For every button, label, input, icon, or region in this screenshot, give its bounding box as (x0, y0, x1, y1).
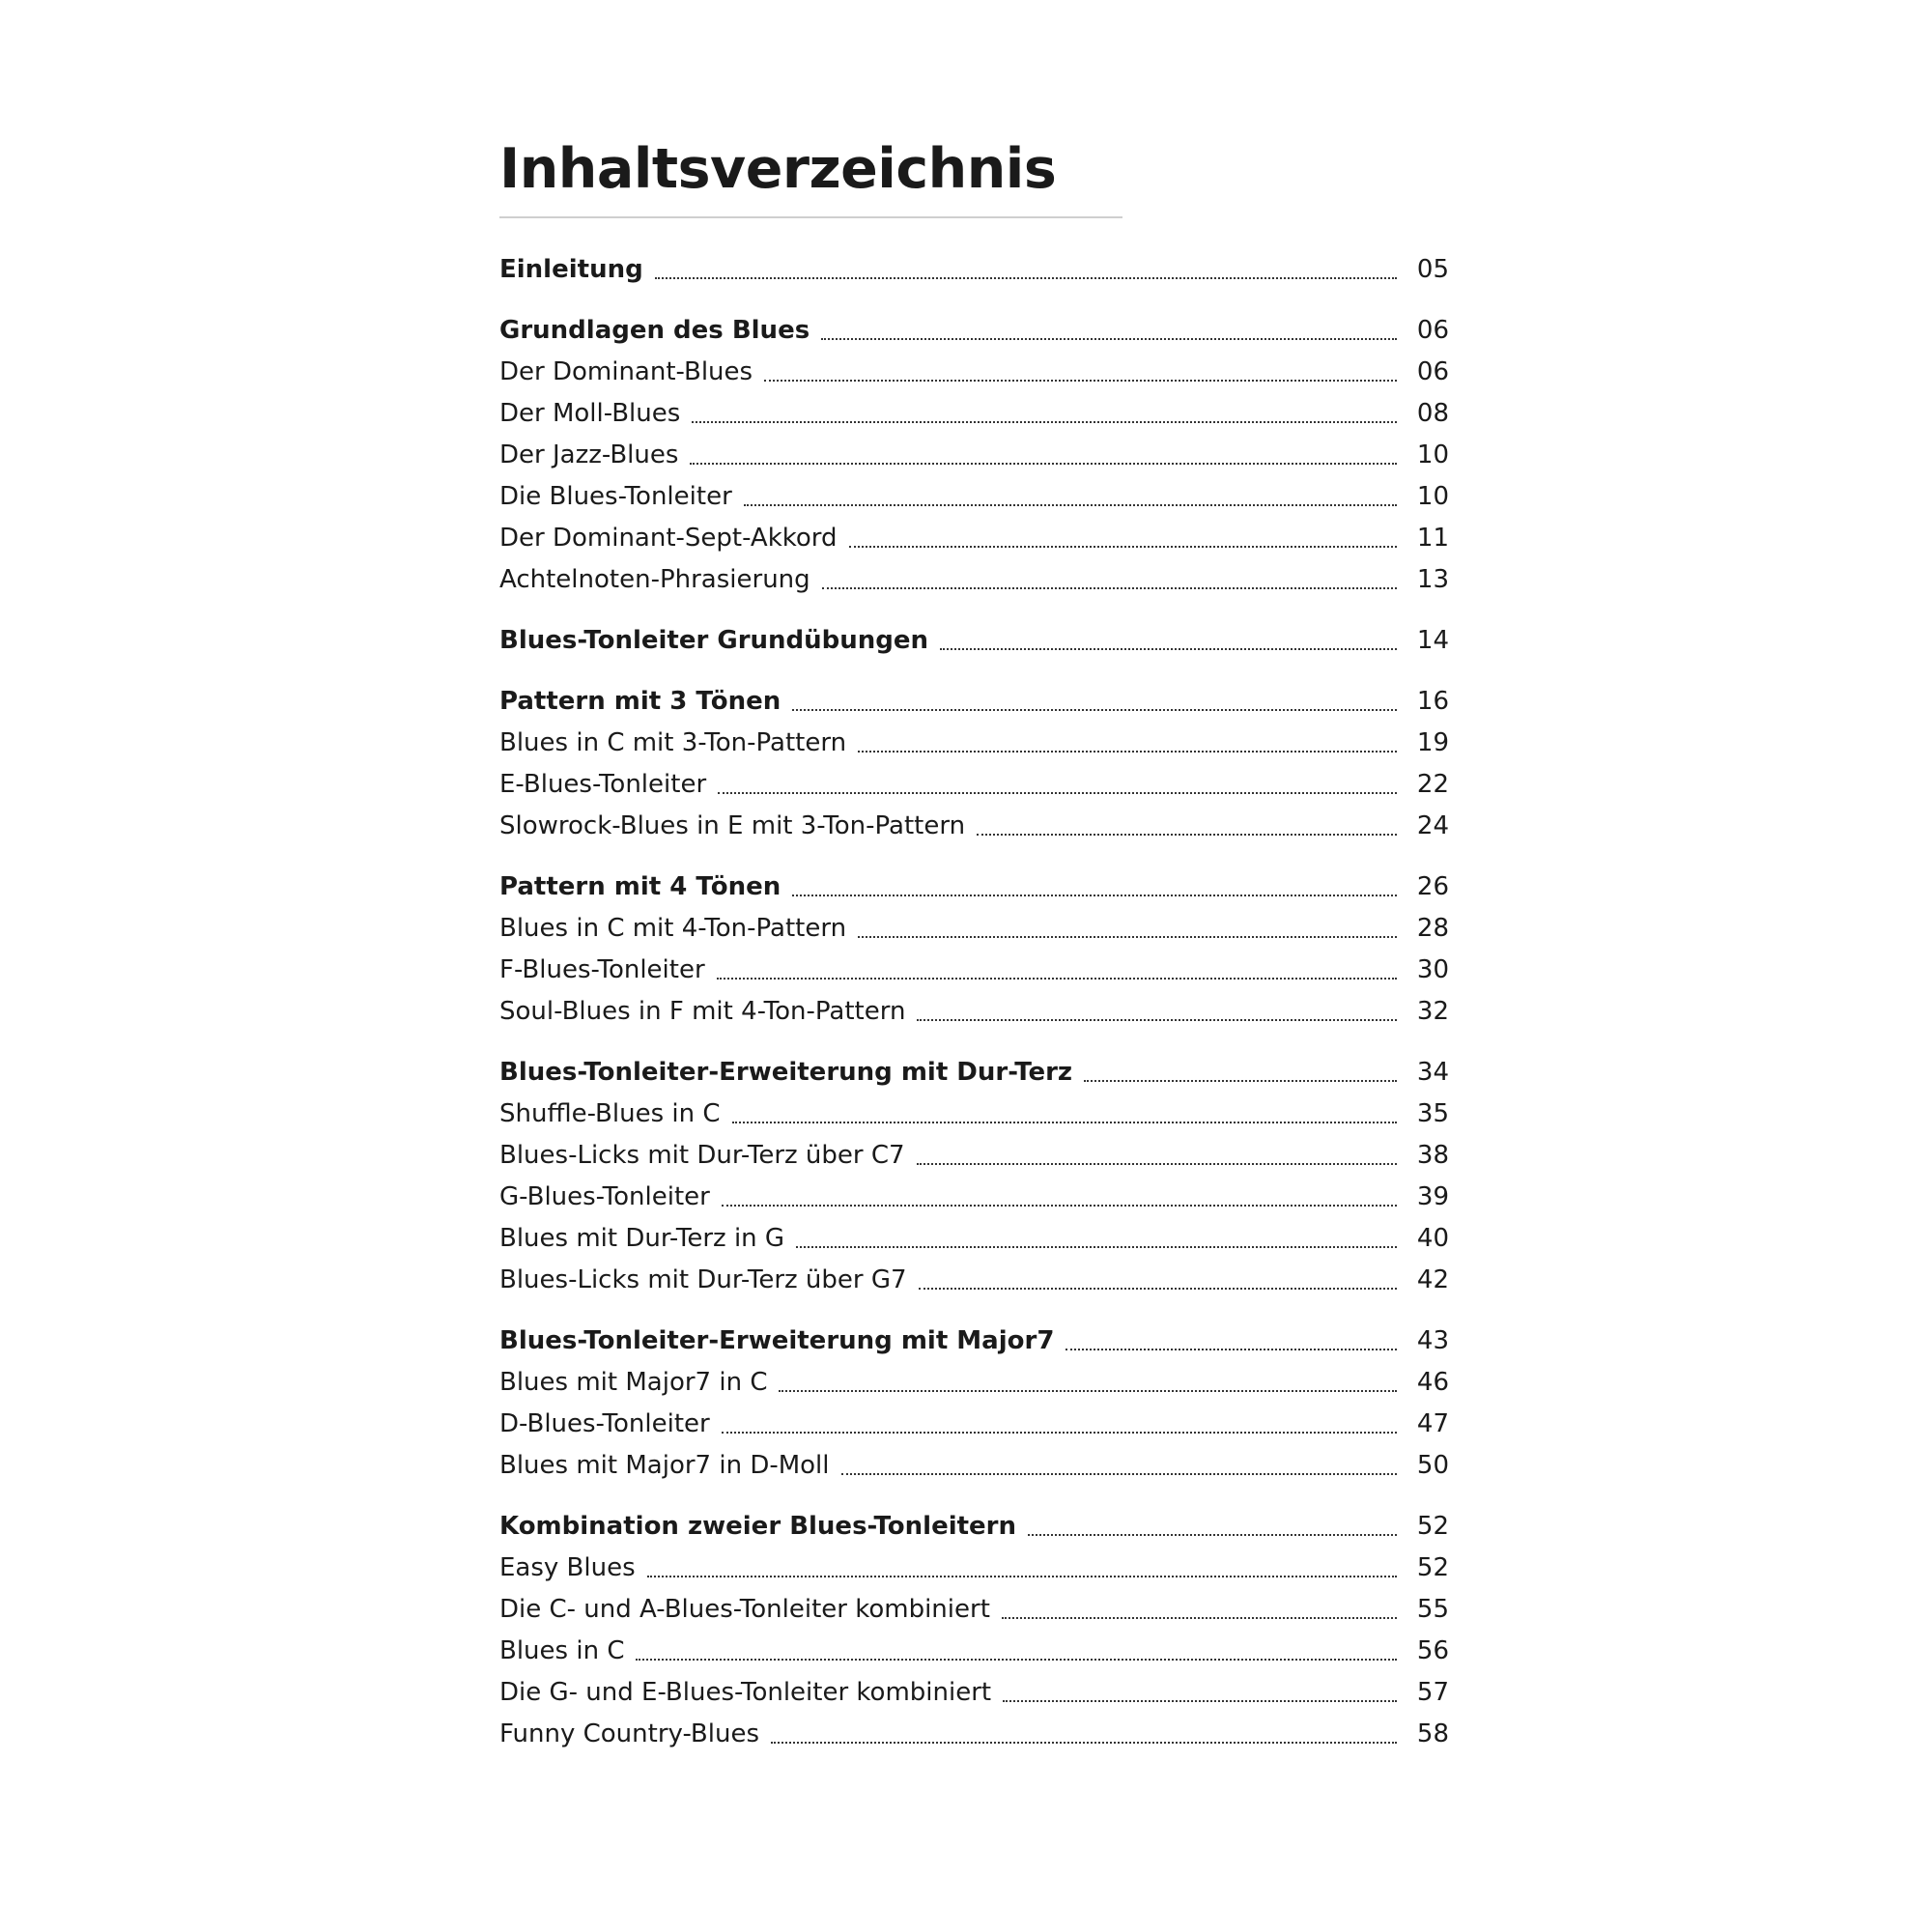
dot-leader (917, 1163, 1397, 1165)
entry-title: Der Moll-Blues (499, 399, 681, 428)
page-number: 50 (1416, 1451, 1449, 1480)
entry-title: Der Dominant-Blues (499, 357, 753, 386)
dot-leader (977, 834, 1397, 836)
table-of-contents (499, 249, 1449, 1775)
dot-leader (779, 1390, 1397, 1392)
dot-leader (841, 1473, 1397, 1475)
entry-title: Easy Blues (499, 1553, 636, 1582)
toc-section (499, 310, 1449, 601)
entry-title: Slowrock-Blues in E mit 3-Ton-Pattern (499, 811, 966, 840)
toc-section (499, 1321, 1449, 1487)
dot-leader (718, 792, 1397, 794)
toc-entry (499, 1589, 1449, 1631)
page-number: 06 (1416, 357, 1449, 386)
toc-section (499, 249, 1449, 291)
section-title: Einleitung (499, 255, 643, 284)
entry-title: F-Blues-Tonleiter (499, 955, 705, 984)
entry-title: Blues mit Major7 in C (499, 1368, 768, 1397)
dot-leader (849, 546, 1397, 548)
toc-entry (499, 991, 1449, 1033)
toc-entry (499, 1094, 1449, 1135)
page-number: 05 (1416, 255, 1449, 284)
toc-entry (499, 1445, 1449, 1487)
section-title: Blues-Tonleiter Grundübungen (499, 626, 929, 655)
entry-title: Blues in C mit 3-Ton-Pattern (499, 728, 847, 757)
page-number: 26 (1416, 872, 1449, 901)
section-title: Blues-Tonleiter-Erweiterung mit Dur-Terz (499, 1058, 1073, 1087)
toc-section (499, 620, 1449, 662)
dot-leader (792, 895, 1397, 896)
page-number: 06 (1416, 316, 1449, 345)
toc-entry (499, 764, 1449, 806)
dot-leader (792, 709, 1397, 711)
dot-leader (1065, 1349, 1397, 1350)
page-number: 30 (1416, 955, 1449, 984)
entry-title: Der Jazz-Blues (499, 440, 679, 469)
page-number: 40 (1416, 1224, 1449, 1253)
page-number: 19 (1416, 728, 1449, 757)
dot-leader (1084, 1080, 1397, 1082)
page-title: Inhaltsverzeichnis (499, 137, 1057, 201)
dot-leader (940, 648, 1397, 650)
toc-entry (499, 1260, 1449, 1301)
toc-entry (499, 1672, 1449, 1714)
toc-section-heading (499, 620, 1449, 662)
toc-entry (499, 1714, 1449, 1755)
title-divider (499, 216, 1122, 218)
page-number: 11 (1416, 524, 1449, 553)
toc-section-heading (499, 867, 1449, 908)
entry-title: Der Dominant-Sept-Akkord (499, 524, 838, 553)
dot-leader (822, 587, 1397, 589)
dot-leader (919, 1288, 1397, 1290)
dot-leader (690, 463, 1397, 465)
page-number: 56 (1416, 1636, 1449, 1665)
section-title: Blues-Tonleiter-Erweiterung mit Major7 (499, 1326, 1055, 1355)
dot-leader (917, 1019, 1397, 1021)
dot-leader (655, 277, 1397, 279)
page-number: 13 (1416, 565, 1449, 594)
dot-leader (821, 338, 1397, 340)
page-number: 38 (1416, 1141, 1449, 1170)
page-number: 28 (1416, 914, 1449, 943)
toc-page (499, 135, 1449, 1748)
entry-title: Die Blues-Tonleiter (499, 482, 732, 511)
toc-section (499, 1052, 1449, 1301)
toc-section-heading (499, 681, 1449, 723)
entry-title: Blues in C (499, 1636, 625, 1665)
page-number: 24 (1416, 811, 1449, 840)
toc-entry (499, 950, 1449, 991)
toc-entry (499, 1218, 1449, 1260)
dot-leader (732, 1122, 1397, 1123)
page-number: 10 (1416, 482, 1449, 511)
entry-title: D-Blues-Tonleiter (499, 1409, 710, 1438)
entry-title: Blues-Licks mit Dur-Terz über C7 (499, 1141, 905, 1170)
dot-leader (1028, 1534, 1397, 1536)
entry-title: Shuffle-Blues in C (499, 1099, 721, 1128)
page-number: 08 (1416, 399, 1449, 428)
dot-leader (764, 380, 1397, 382)
toc-section (499, 1506, 1449, 1755)
dot-leader (692, 421, 1397, 423)
page-number: 46 (1416, 1368, 1449, 1397)
dot-leader (858, 751, 1397, 753)
dot-leader (722, 1205, 1397, 1207)
dot-leader (1002, 1617, 1397, 1619)
entry-title: E-Blues-Tonleiter (499, 770, 707, 799)
page-number: 35 (1416, 1099, 1449, 1128)
toc-entry (499, 1362, 1449, 1404)
page-number: 58 (1416, 1719, 1449, 1748)
entry-title: G-Blues-Tonleiter (499, 1182, 710, 1211)
toc-entry (499, 1177, 1449, 1218)
toc-entry (499, 435, 1449, 476)
page-number: 16 (1416, 687, 1449, 716)
toc-entry (499, 806, 1449, 847)
page-number: 32 (1416, 997, 1449, 1026)
dot-leader (717, 978, 1397, 980)
entry-title: Blues-Licks mit Dur-Terz über G7 (499, 1265, 907, 1294)
section-title: Pattern mit 4 Tönen (499, 872, 781, 901)
toc-section-heading (499, 1506, 1449, 1548)
toc-section-heading (499, 310, 1449, 352)
dot-leader (722, 1432, 1397, 1434)
toc-entry (499, 723, 1449, 764)
entry-title: Die G- und E-Blues-Tonleiter kombiniert (499, 1678, 992, 1707)
toc-entry (499, 393, 1449, 435)
section-title: Pattern mit 3 Tönen (499, 687, 781, 716)
page-number: 43 (1416, 1326, 1449, 1355)
dot-leader (796, 1246, 1397, 1248)
page-number: 57 (1416, 1678, 1449, 1707)
page-number: 55 (1416, 1595, 1449, 1624)
entry-title: Soul-Blues in F mit 4-Ton-Pattern (499, 997, 906, 1026)
page-number: 42 (1416, 1265, 1449, 1294)
dot-leader (636, 1659, 1397, 1661)
page-number: 10 (1416, 440, 1449, 469)
page-number: 14 (1416, 626, 1449, 655)
toc-entry (499, 908, 1449, 950)
toc-entry (499, 476, 1449, 518)
dot-leader (1003, 1700, 1397, 1702)
page-number: 52 (1416, 1553, 1449, 1582)
toc-section-heading (499, 1052, 1449, 1094)
page-number: 34 (1416, 1058, 1449, 1087)
entry-title: Funny Country-Blues (499, 1719, 759, 1748)
page-number: 47 (1416, 1409, 1449, 1438)
page-number: 22 (1416, 770, 1449, 799)
toc-entry (499, 1135, 1449, 1177)
toc-entry (499, 352, 1449, 393)
page-number: 52 (1416, 1512, 1449, 1541)
dot-leader (858, 936, 1397, 938)
toc-section-heading (499, 1321, 1449, 1362)
toc-entry (499, 518, 1449, 559)
page-number: 39 (1416, 1182, 1449, 1211)
toc-entry (499, 1548, 1449, 1589)
entry-title: Blues mit Major7 in D-Moll (499, 1451, 830, 1480)
entry-title: Blues mit Dur-Terz in G (499, 1224, 785, 1253)
toc-section-heading (499, 249, 1449, 291)
section-title: Grundlagen des Blues (499, 316, 810, 345)
dot-leader (744, 504, 1397, 506)
section-title: Kombination zweier Blues-Tonleitern (499, 1512, 1017, 1541)
entry-title: Die C- und A-Blues-Tonleiter kombiniert (499, 1595, 990, 1624)
toc-entry (499, 1404, 1449, 1445)
toc-section (499, 867, 1449, 1033)
dot-leader (647, 1576, 1397, 1577)
entry-title: Blues in C mit 4-Ton-Pattern (499, 914, 847, 943)
toc-section (499, 681, 1449, 847)
toc-entry (499, 559, 1449, 601)
entry-title: Achtelnoten-Phrasierung (499, 565, 810, 594)
dot-leader (771, 1742, 1397, 1744)
toc-entry (499, 1631, 1449, 1672)
